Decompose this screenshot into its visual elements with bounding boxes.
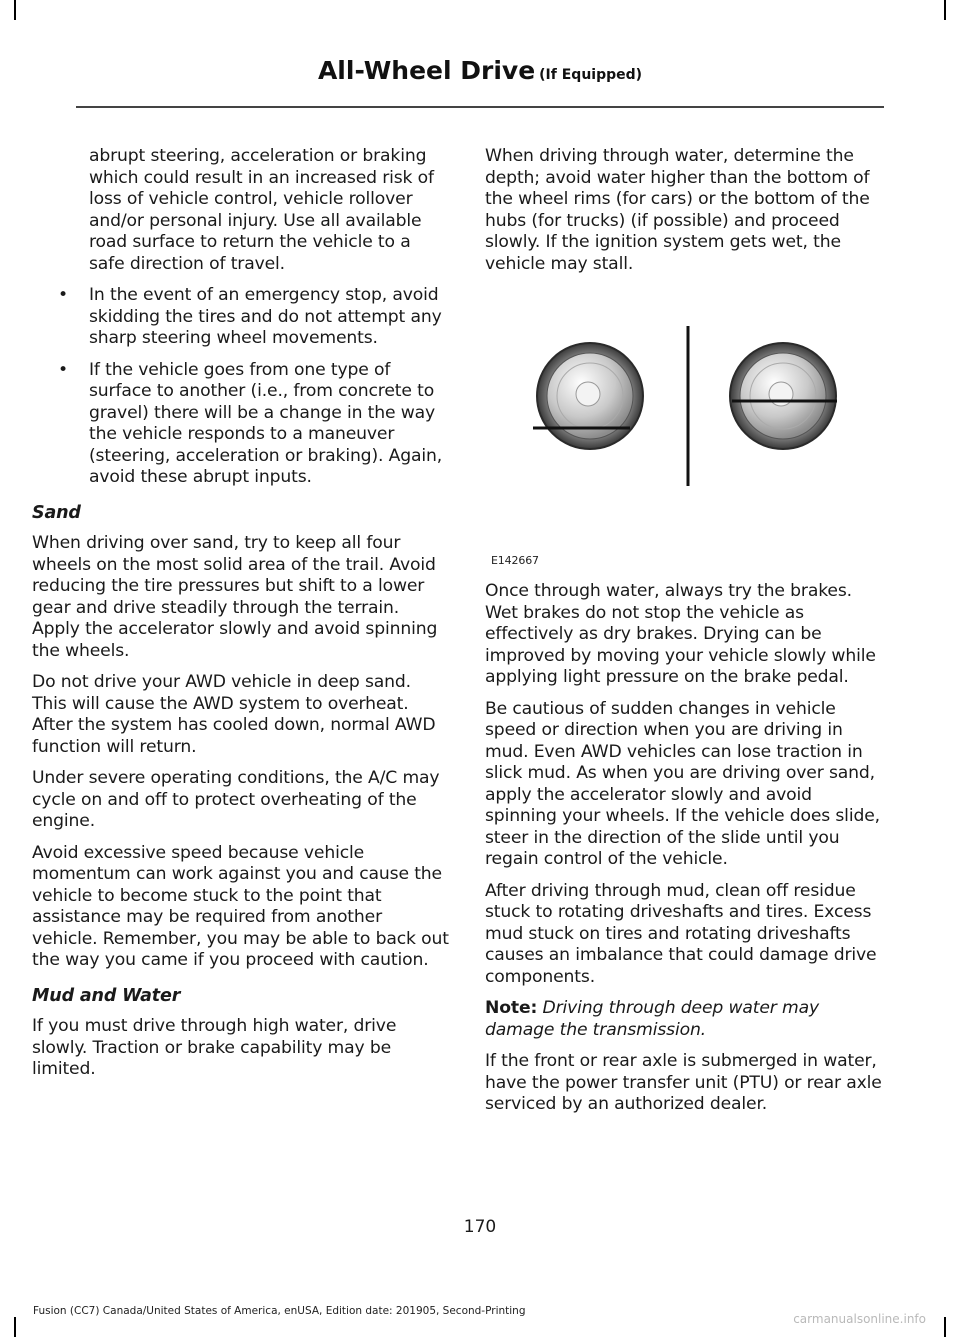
paragraph: Do not drive your AWD vehicle in deep sand. This will cause the AWD system to overheat. After the system has cooled down, normal AWD function will return.: [32, 672, 436, 757]
note-label: Note:: [485, 998, 538, 1018]
watermark: carmanualsonline.info: [793, 1312, 926, 1326]
page-number: 170: [463, 1217, 497, 1237]
paragraph: Once through water, always try the brakes. Wet brakes do not stop the vehicle as effectively as dry brakes. Drying can be improved by moving your vehicle slowly while applying light pressure on the brake pedal.: [485, 581, 876, 687]
paragraph: If the front or rear axle is submerged in water, have the power transfer unit (PTU) or rear axle serviced by an authorized dealer.: [485, 1051, 882, 1114]
paragraph: Be cautious of sudden changes in vehicle speed or direction when you are driving in mud. Even AWD vehicles can lose traction in slick mud. As when you are driving over sand, apply the accelerator slowly and avoid spinning your wheels. If the vehicle does slide, steer in the direction of the slide until you regain control of the vehicle.: [485, 698, 880, 869]
wheel-water-level-diagram: [485, 321, 885, 571]
figure-code: E142667: [491, 553, 539, 567]
header-rule: [76, 106, 884, 108]
header-title: All-Wheel Drive: [317, 56, 536, 85]
page-header: [0, 56, 960, 85]
bullet-text: If the vehicle goes from one type of surface to another (i.e., from concrete to gravel) there will be a change in the way the vehicle responds to a maneuver (steering, acceleration or braking). Again, avoid these abrupt inputs.: [89, 359, 443, 487]
continued-bullet-text: abrupt steering, acceleration or braking which could result in an increased risk of loss of vehicle control, vehicle rollover and/or personal injury. Use all available road surface to return the vehicle to a safe direction of travel.: [89, 146, 434, 274]
truck-wheel-icon: [730, 343, 836, 449]
header-subtitle: (If Equipped): [539, 67, 643, 83]
crop-mark-top-right: [944, 0, 946, 20]
paragraph: Under severe operating conditions, the A/C may cycle on and off to protect overheating of the engine.: [32, 768, 440, 831]
bullet-glyph: •: [58, 285, 68, 305]
sand-heading: Sand: [32, 502, 81, 523]
list-item: [32, 360, 450, 489]
note: [485, 998, 885, 1041]
right-column: [485, 146, 885, 1126]
note-text: Driving through deep water may damage the transmission.: [485, 998, 820, 1040]
crop-mark-bottom-right: [944, 1317, 946, 1337]
paragraph: When driving through water, determine the depth; avoid water higher than the bottom of the wheel rims (for cars) or the bottom of the hubs (for trucks) (if possible) and proceed slowly. If the ignition system gets wet, the vehicle may stall.: [485, 146, 870, 274]
paragraph: If you must drive through high water, drive slowly. Traction or brake capability may be limited.: [32, 1016, 397, 1079]
bullet-text: In the event of an emergency stop, avoid skidding the tires and do not attempt any sharp steering wheel movements.: [89, 285, 442, 348]
mud-water-heading: Mud and Water: [32, 985, 181, 1006]
crop-mark-top-left: [14, 0, 16, 20]
bullet-list: [32, 285, 450, 489]
list-item: [32, 285, 450, 350]
crop-mark-bottom-left: [14, 1317, 16, 1337]
water-depth-illustration: [485, 321, 885, 571]
paragraph: After driving through mud, clean off residue stuck to rotating driveshafts and tires. Excess mud stuck on tires and rotating driveshafts causes an imbalance that could damage drive components.: [485, 880, 877, 987]
paragraph: When driving over sand, try to keep all four wheels on the most solid area of the trail. Avoid reducing the tire pressures but shift to a lower gear and drive steadily through the terrain. Apply the accelerator slowly and avoid spinning the wheels.: [32, 533, 438, 661]
footer-edition-info: Fusion (CC7) Canada/United States of America, enUSA, Edition date: 201905, Second-Printing: [33, 1305, 526, 1317]
car-wheel-icon: [537, 343, 643, 449]
bullet-glyph: •: [58, 359, 68, 380]
left-column: [32, 146, 450, 1091]
paragraph: Avoid excessive speed because vehicle momentum can work against you and cause the vehicle to become stuck to the point that assistance may be required from another vehicle. Remember, you may be able to back out the way you came if you proceed with caution.: [32, 842, 449, 970]
